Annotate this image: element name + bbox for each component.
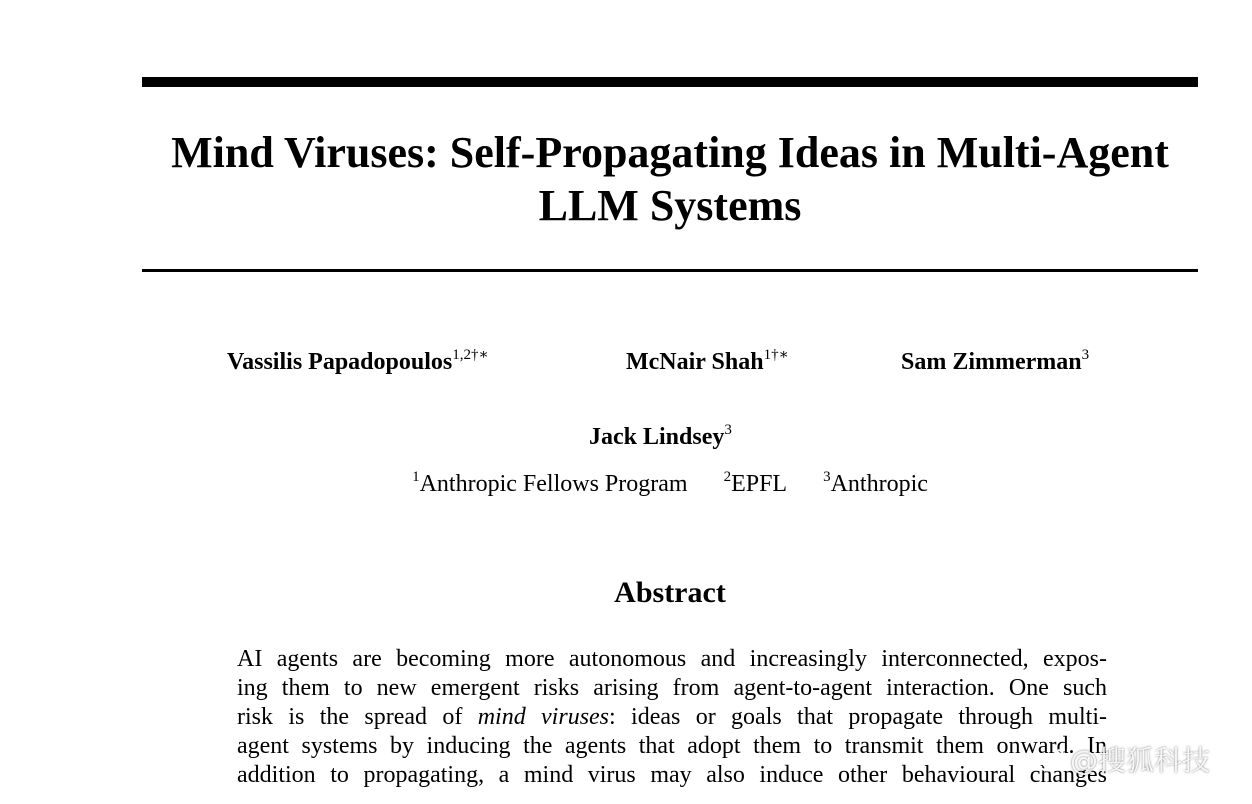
title-bottom-rule	[142, 269, 1198, 272]
abstract-line	[237, 703, 1107, 732]
affiliation-mark: 2	[723, 469, 732, 485]
abstract-line: agent systems by inducing the agents that adopt them to transmit them onward. In	[237, 733, 1107, 759]
abstract-text: : ideas or goals that propagate through multi-	[609, 704, 1107, 730]
author-name: Vassilis Papadopoulos	[227, 349, 453, 375]
affiliation-epfl	[724, 470, 788, 498]
author-affiliation-marks: 1†∗	[763, 347, 789, 363]
author-affiliation-marks: 3	[724, 422, 732, 438]
source-watermark	[1036, 745, 1210, 777]
abstract-line-cut-off	[237, 790, 1107, 804]
affiliation-anthropic-fellows-program	[412, 470, 687, 498]
abstract-line: AI agents are becoming more autonomous and increasingly interconnected, expos-	[237, 646, 1107, 672]
title-top-rule	[142, 77, 1198, 87]
paper-title-line-2: LLM Systems	[538, 181, 802, 230]
abstract-line: addition to propagating, a mind virus may also induce other behavioural changes	[237, 762, 1107, 788]
author-vassilis-papadopoulos	[227, 348, 489, 376]
author-mcnair-shah	[626, 348, 789, 376]
abstract-body	[237, 645, 1107, 804]
author-affiliation-marks: 1,2†∗	[452, 347, 489, 363]
weibo-icon	[1036, 748, 1066, 772]
abstract-text: risk is the spread of	[237, 704, 478, 730]
watermark-text: @搜狐科技	[1070, 744, 1211, 777]
paper-title-line-1: Mind Viruses: Self-Propagating Ideas in Multi-Agent	[171, 128, 1169, 177]
paper-title	[142, 126, 1198, 232]
affiliation-name: Anthropic Fellows Program	[419, 471, 688, 497]
author-affiliation-marks: 3	[1081, 347, 1090, 363]
affiliation-mark: 3	[823, 469, 831, 485]
abstract-emphasis: mind viruses	[477, 704, 610, 730]
author-name: Sam Zimmerman	[901, 349, 1082, 375]
author-sam-zimmerman	[901, 348, 1089, 376]
affiliation-anthropic	[823, 470, 928, 498]
author-jack-lindsey	[589, 423, 732, 451]
author-name: McNair Shah	[626, 349, 764, 375]
abstract-heading: Abstract	[614, 576, 726, 609]
affiliation-name: EPFL	[731, 471, 788, 497]
abstract-line: ing them to new emergent risks arising from agent-to-agent interaction. One such	[237, 675, 1107, 701]
affiliation-name: Anthropic	[830, 471, 928, 497]
affiliations	[142, 470, 1198, 498]
affiliation-mark: 1	[412, 469, 420, 485]
author-name: Jack Lindsey	[589, 424, 725, 450]
